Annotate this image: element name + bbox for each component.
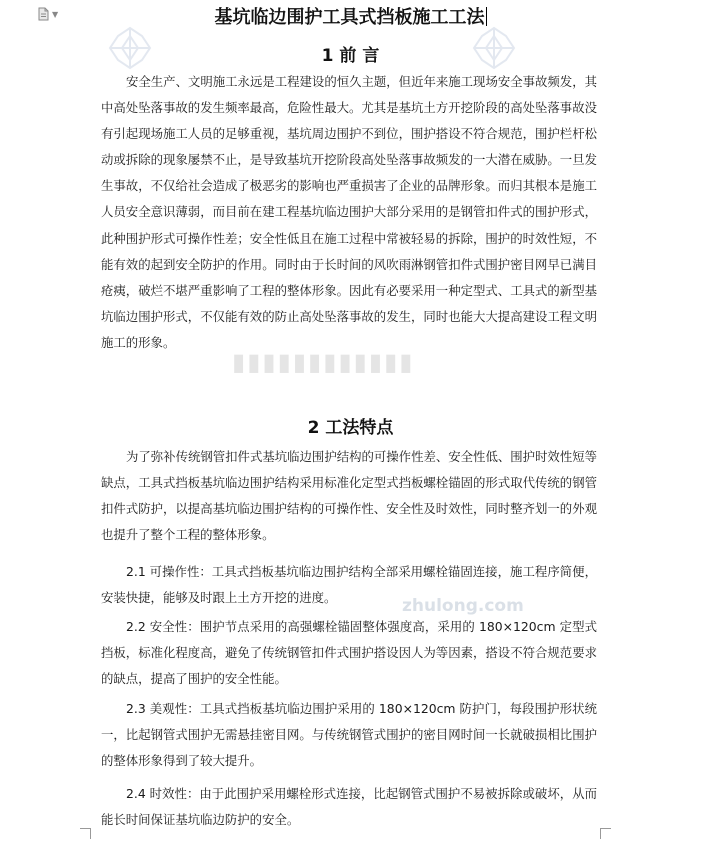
page-corner-mark-right	[600, 828, 611, 839]
document-title[interactable]	[0, 3, 701, 29]
feature-safety: 2.2 安全性：围护节点采用的高强螺栓锚固整体强度高，采用的 180×120cm 定型式挡板，标准化程度高，避免了传统钢管扣件式围护搭设因人为等因素，搭设不符合规范要求的缺点，提高了围护的安全性能。	[101, 619, 597, 687]
document-title-text: 基坑临边围护工具式挡板施工工法	[214, 7, 485, 28]
section-heading-preface: 1 前 言	[321, 46, 380, 66]
text-cursor	[486, 7, 487, 26]
page-corner-mark-left	[80, 828, 91, 839]
feature-operability: 2.1 可操作性：工具式挡板基坑临边围护结构全部采用螺栓锚固连接，施工程序简便，安装快捷，能够及时跟上土方开挖的进度。	[101, 564, 597, 606]
chevron-down-icon[interactable]: ▼	[52, 9, 59, 19]
feature-appearance: 2.3 美观性：工具式挡板基坑临边围护采用的 180×120cm 防护门，每段围护形状统一，比起钢管式围护无需悬挂密目网。与传统钢管式围护的密目网时间一长就破损相比围护的整体形象得到了较大提升。	[101, 701, 597, 769]
feature-timeliness: 2.4 时效性：由于此围护采用螺栓形式连接，比起钢管式围护不易被拆除或破坏，从而能长时间保证基坑临边防护的安全。	[101, 786, 597, 828]
features-intro-paragraph: 为了弥补传统钢管扣件式基坑临边围护结构的可操作性差、安全性低、围护时效性短等缺点，工具式挡板基坑临边围护结构采用标准化定型式挡板螺栓锚固的形式取代传统的钢管扣件式防护，以提高基坑临边围护结构的可操作性、安全性及时效性，同时整齐划一的外观也提升了整个工程的整体形象。	[101, 449, 597, 543]
section-heading-features: 2 工法特点	[307, 418, 394, 438]
watermark-site: zhulong.com	[402, 596, 524, 616]
watermark-banner: ▮▮▮▮▮▮▮▮▮▮▮▮	[232, 348, 415, 376]
preface-paragraph: 安全生产、文明施工永远是工程建设的恒久主题，但近年来施工现场安全事故频发，其中高处坠落事故的发生频率最高，危险性最大。尤其是基坑土方开挖阶段的高处坠落事故没有引起现场施工人员的足够重视，基坑周边围护不到位，围护搭设不符合规范，围护栏杆松动或拆除的现象屡禁不止，是导致基坑开挖阶段高处坠落事故频发的一大潜在威胁。一旦发生事故，不仅给社会造成了极恶劣的影响也严重损害了企业的品牌形象。而归其根本是施工人员安全意识薄弱，而目前在建工程基坑临边围护大部分采用的是钢管扣件式的围护形式，此种围护形式可操作性差；安全性低且在施工过程中常被轻易的拆除，围护的时效性短，不能有效的起到安全防护的作用。同时由于长时间的风吹雨淋钢管扣件式围护密目网早已满目疮痍，破烂不堪严重影响了工程的整体形象。因此有必要采用一种定型式、工具式的新型基坑临边围护形式，不仅能有效的防止高处坠落事故的发生，同时也能大大提高建设工程文明施工的形象。	[101, 74, 597, 350]
